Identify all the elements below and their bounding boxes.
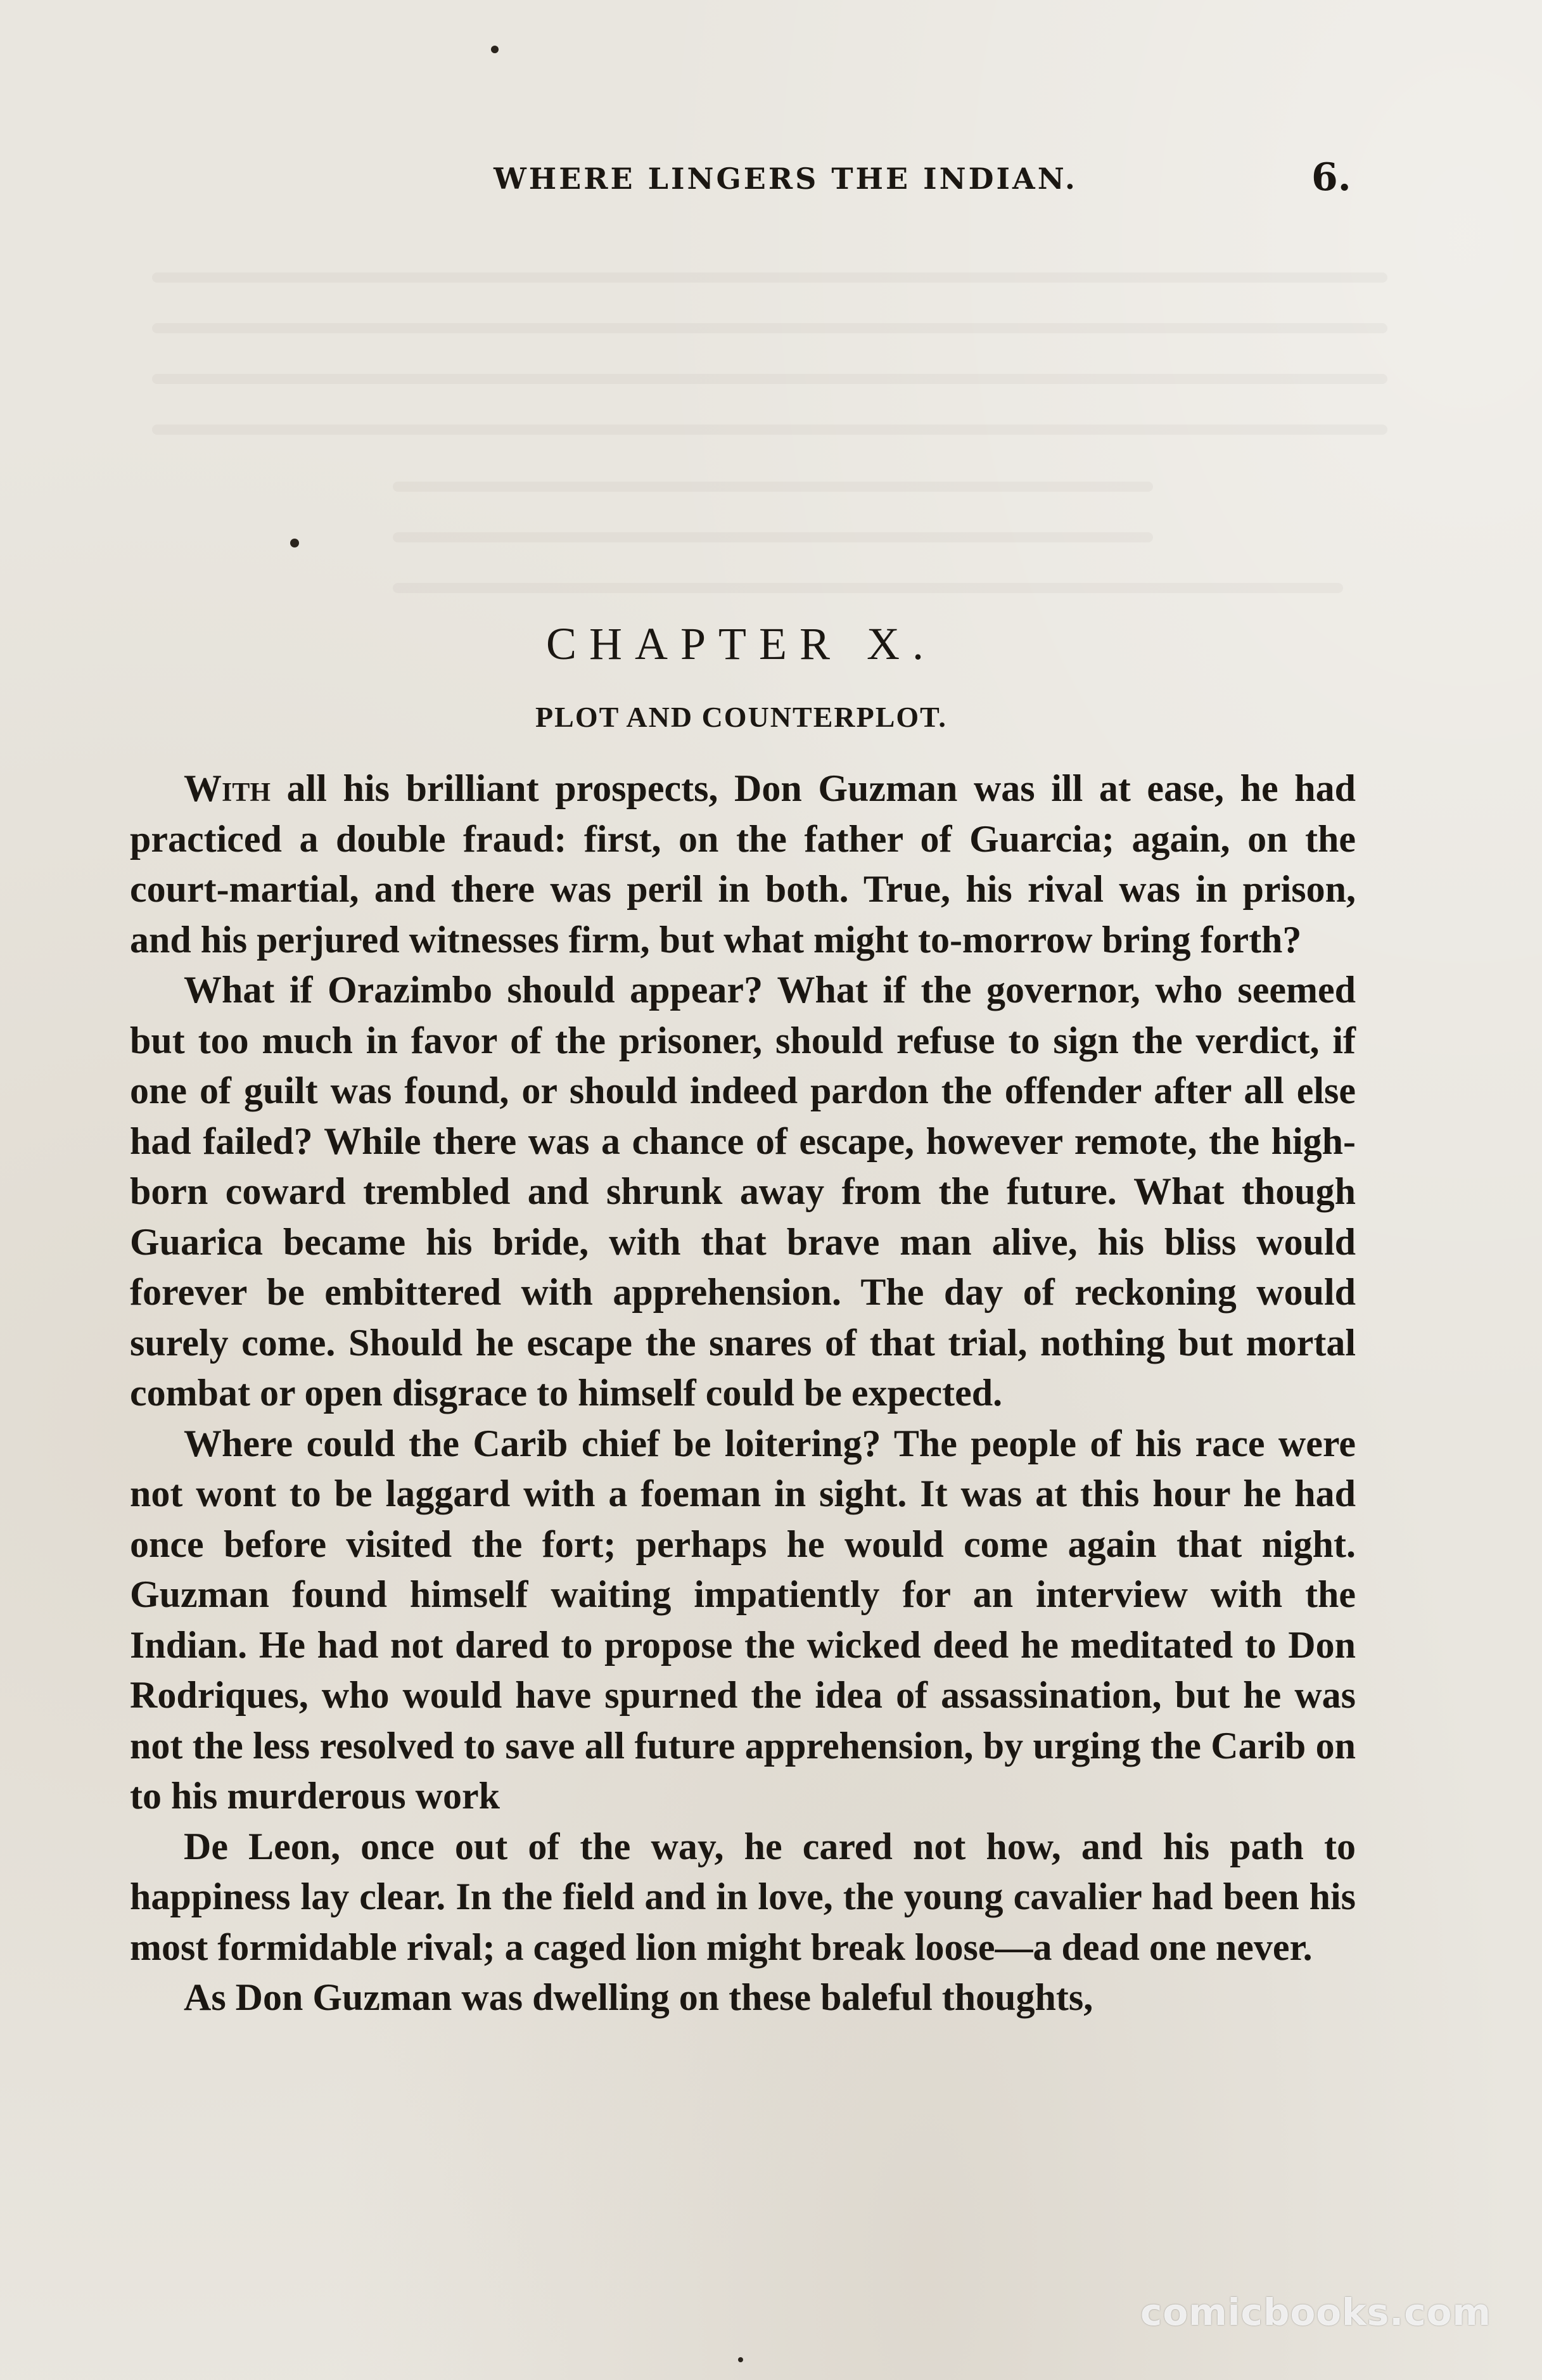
paragraph xyxy=(130,965,1356,1419)
paragraph xyxy=(130,764,1356,965)
bleed-through-line xyxy=(152,425,1387,435)
chapter-title: CHAPTER X. xyxy=(545,618,937,669)
paragraph-text: As Don Guzman was dwelling on these baleful thoughts, xyxy=(184,1976,1093,2018)
bleed-through-line xyxy=(152,323,1387,333)
chapter-subtitle: PLOT AND COUNTERPLOT. xyxy=(535,701,947,733)
running-head: WHERE LINGERS THE INDIAN. xyxy=(494,162,1078,196)
page-number: 6. xyxy=(1311,155,1351,200)
chapter-body xyxy=(130,764,1356,2023)
bleed-through-line xyxy=(393,583,1343,593)
paragraph-text: What if Orazimbo should appear? What if the governor, who seemed but too much in favor of the prisoner, should refuse to sign the verdict, if one of guilt was found, or should indeed pardon the offender after all else had failed? While there was a chance of escape, however remote, the high-born coward trembled and shrunk away from the future. What though Guarica became his bride, with that brave man alive, his bliss would forever be embittered with apprehension. The day of reckoning would surely come. Should he escape the snares of that trial, nothing but mortal combat or open disgrace to himself could be expected. xyxy=(130,969,1356,1414)
paragraph xyxy=(130,1419,1356,1822)
paragraph-text: De Leon, once out of the way, he cared not how, and his path to happiness lay clear. In the field and in love, the young cavalier had been his most formidable rival; a caged lion might break loose—a dead one never. xyxy=(130,1825,1356,1968)
paragraph-text: all his brilliant prospects, Don Guzman was ill at ease, he had practiced a double fraud: first, on the father of Guarcia; again, on the court-martial, and there was peril in both. True, his rival was in prison, and his perjured witnesses firm, but what might to-morrow bring forth? xyxy=(130,767,1356,961)
paper-speck xyxy=(290,539,299,547)
bleed-through-line xyxy=(393,532,1153,542)
paragraph-text: Where could the Carib chief be loitering? The people of his race were not wont to be laggard with a foeman in sight. It was at this hour he had once before visited the fort; perhaps he would come again that night. Guzman found himself waiting impatiently for an interview with the Indian. He had not dared to propose the wicked deed he meditated to Don Rodriques, who would have spurned the idea of assassination, but he was not the less resolved to save all future apprehension, by urging the Carib on to his murderous work xyxy=(130,1422,1356,1817)
paragraph xyxy=(130,1973,1356,2023)
paper-speck xyxy=(738,2357,743,2362)
site-watermark: comicbooks.com xyxy=(1140,2291,1491,2334)
paragraph xyxy=(130,1822,1356,1973)
bleed-through-line xyxy=(152,272,1387,283)
bleed-through-line xyxy=(152,374,1387,384)
paper-speck xyxy=(491,46,499,53)
bleed-through-line xyxy=(393,482,1153,492)
drop-lead-word: With xyxy=(184,767,271,809)
